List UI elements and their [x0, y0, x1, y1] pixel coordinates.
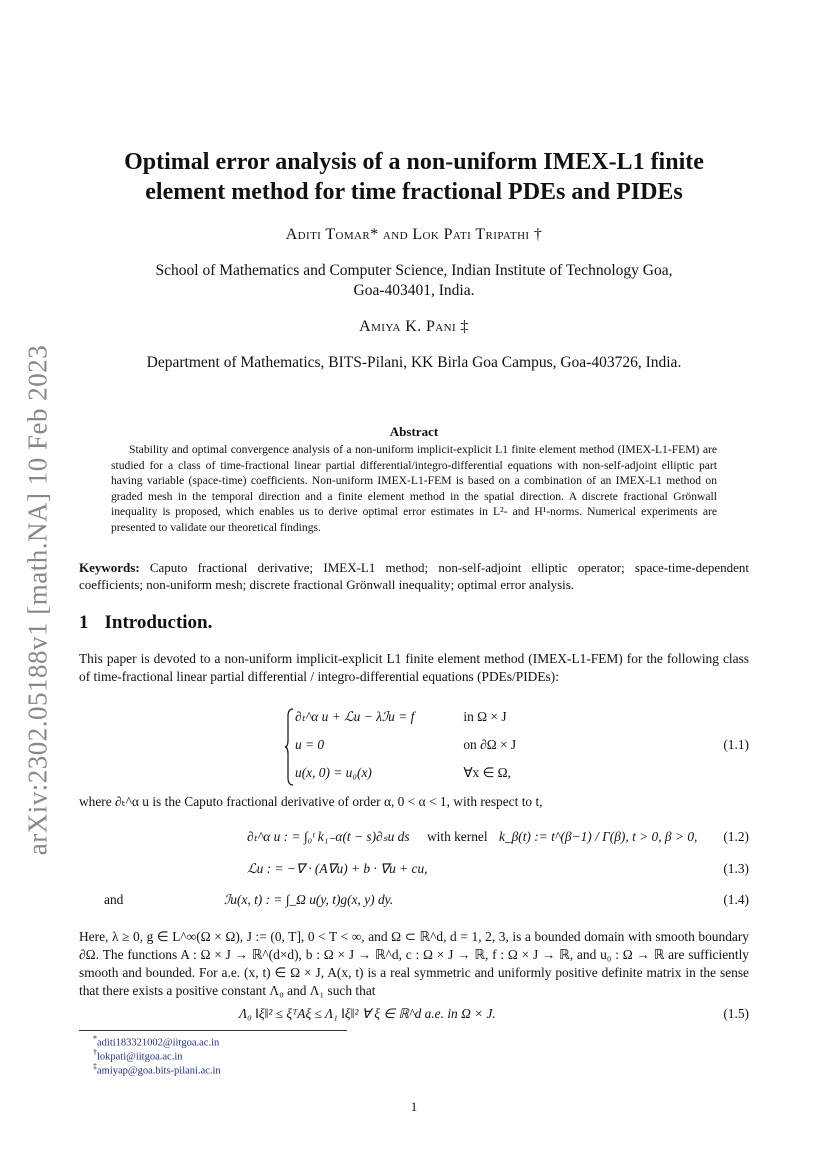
affiliation-1-line-1: School of Mathematics and Computer Science, Indian Institute of Technology Goa,: [155, 262, 673, 279]
arxiv-stamp: [14, 340, 62, 860]
footnote-1[interactable]: [93, 1034, 219, 1049]
system-row-1: [295, 709, 507, 725]
intro-paragraph: This paper is devoted to a non-uniform implicit-explicit L1 finite element method (IMEX-L1-FEM) for the following class of time-fractional linear partial differential / integro-differential equations (PDEs/PIDEs):: [79, 651, 749, 684]
footnote-2-email[interactable]: lokpati@iitgoa.ac.in: [97, 1051, 183, 1063]
equation-number-1-4: (1.4): [723, 892, 749, 907]
footnote-3[interactable]: [93, 1062, 221, 1077]
system-row-2-equation: u = 0: [295, 737, 325, 752]
equation-1-4: ℐu(x, t) : = ∫_Ω u(y, t)g(x, y) dy.: [224, 892, 394, 907]
where-line: where ∂ₜ^α u is the Caputo fractional derivative of order α, 0 < α < 1, with respect to t,: [79, 794, 543, 809]
affiliation-1-line-2: Goa-403401, India.: [353, 282, 475, 299]
keywords-label: Keywords:: [79, 560, 140, 575]
equation-1-5: Λ₀ ‖ξ‖² ≤ ξᵀAξ ≤ Λ₁ ‖ξ‖² ∀ ξ ∈ ℝ^d a.e. in Ω × J.: [239, 1006, 496, 1021]
equation-number-1-2: (1.2): [723, 829, 749, 844]
equation-1-2-kernel-label: with kernel: [426, 829, 488, 844]
equation-1-2: [247, 829, 697, 845]
equation-number-1-3: (1.3): [723, 861, 749, 876]
equation-1-2-lhs: ∂ₜ^α u : = ∫₀ᵗ k₁₋α(t − s)∂ₛu ds: [247, 829, 410, 844]
system-row-2: [295, 737, 516, 753]
equation-1-3: ℒu : = −∇ · (A∇u) + b · ∇u + cu,: [247, 861, 428, 876]
footnote-2[interactable]: [93, 1048, 182, 1063]
footnote-1-mark: *: [93, 1034, 97, 1043]
equation-number-1-5: (1.5): [723, 1006, 749, 1021]
here-paragraph: Here, λ ≥ 0, g ∈ L^∞(Ω × Ω), J := (0, T], 0 < T < ∞, and Ω ⊂ ℝ^d, d = 1, 2, 3, is a bounded domain with smooth boundary ∂Ω. The functions A : Ω × J → ℝ^(d×d), b : Ω × J → ℝ^d, c : Ω × J → ℝ, f : Ω × J → ℝ, and u₀ : Ω → ℝ are sufficiently smooth and bounded. For a.e. (x, t) ∈ Ω × J, A(x, t) is a real symmetric and uniformly positive definite matrix in the sense that there exists a positive constant Λ₀ and Λ₁ such that: [79, 929, 749, 998]
keywords: [79, 559, 749, 593]
left-brace: [284, 708, 294, 786]
section-number: 1: [79, 612, 89, 633]
system-row-3: [295, 765, 511, 781]
equation-1-2-rhs: k_β(t) := t^(β−1) / Γ(β), t > 0, β > 0,: [498, 829, 698, 844]
affiliation-1: [79, 261, 749, 301]
arxiv-identifier[interactable]: arXiv:2302.05188v1 [math.NA] 10 Feb 2023: [22, 344, 53, 856]
paper-title: [79, 147, 749, 207]
system-row-1-domain: in Ω × J: [463, 709, 507, 724]
equation-number-1-1: (1.1): [723, 737, 749, 752]
footnote-3-email[interactable]: amiyap@goa.bits-pilani.ac.in: [97, 1065, 221, 1077]
authors-line-1: Aditi Tomar* and Lok Pati Tripathi †: [285, 226, 543, 243]
section-title: Introduction.: [104, 612, 213, 633]
system-row-3-domain: ∀x ∈ Ω,: [463, 765, 511, 780]
section-heading: [79, 612, 212, 634]
authors-line-2: Amiya K. Pani ‡: [359, 318, 469, 335]
abstract-text: Stability and optimal convergence analysis of a non-uniform implicit-explicit L1 finite element method (IMEX-L1-FEM) are studied for a class of time-fractional linear partial differential/integro-differential equations with non-self-adjoint elliptic part having variable (space-time) coefficients. Non-uniform IMEX-L1-FEM is based on a combination of an IMEX-L1 method on graded mesh in the temporal direction and a finite element method in the spatial direction. A discrete fractional Grönwall inequality is proposed, which enables us to derive optimal error estimates in L²- and H¹-norms. Numerical experiments are presented to validate our theoretical findings.: [111, 443, 717, 534]
footnote-2-mark: †: [93, 1048, 97, 1057]
system-row-2-domain: on ∂Ω × J: [463, 737, 517, 752]
abstract-heading: Abstract: [389, 424, 439, 439]
footnote-rule: [79, 1030, 347, 1031]
system-row-1-equation: ∂ₜ^α u + ℒu − λℐu = f: [295, 709, 415, 724]
footnote-1-email[interactable]: aditi183321002@iitgoa.ac.in: [97, 1037, 220, 1049]
equation-1-4-label: and: [104, 892, 124, 907]
affiliation-2: Department of Mathematics, BITS-Pilani, KK Birla Goa Campus, Goa-403726, India.: [146, 354, 682, 371]
keywords-text: Caputo fractional derivative; IMEX-L1 method; non-self-adjoint elliptic operator; space-time-dependent coefficients; non-uniform mesh; discrete fractional Grönwall inequality; optimal error analysis.: [79, 560, 749, 592]
title-line-2: element method for time fractional PDEs and PIDEs: [145, 179, 683, 205]
page-number: 1: [410, 1099, 418, 1114]
footnote-3-mark: ‡: [93, 1062, 97, 1071]
title-line-1: Optimal error analysis of a non-uniform IMEX-L1 finite: [124, 149, 704, 175]
system-row-3-equation: u(x, 0) = u₀(x): [295, 765, 372, 780]
